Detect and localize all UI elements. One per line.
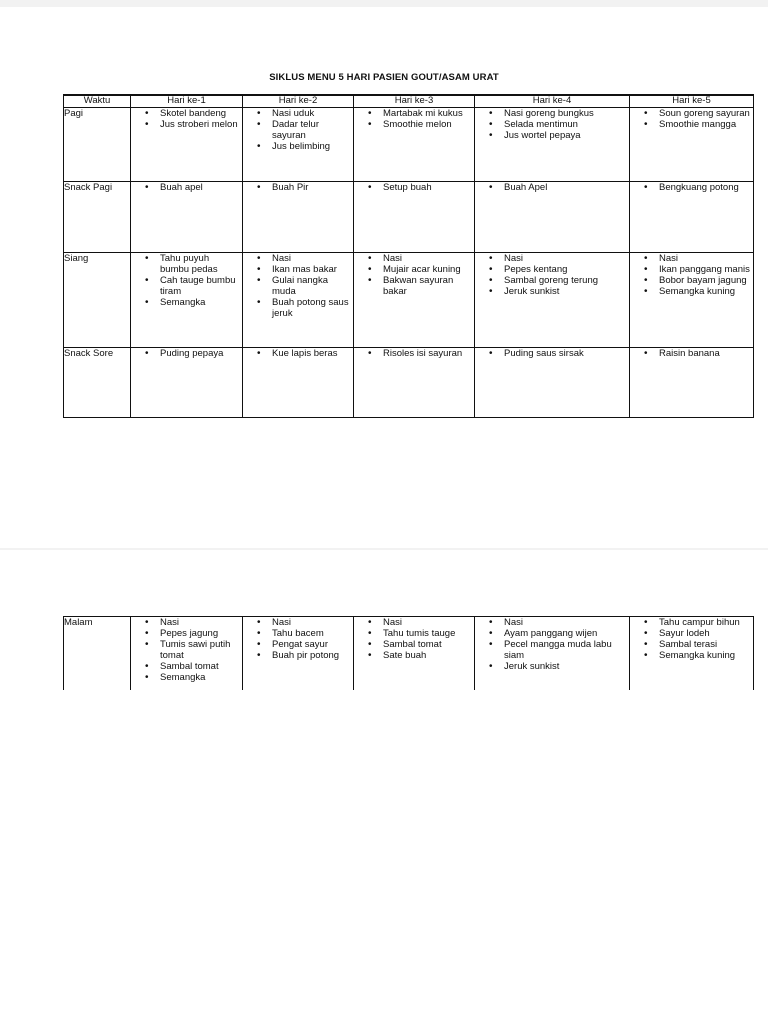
menu-cell-hari-5 (630, 617, 754, 690)
menu-item: • Tahu bacem (257, 628, 351, 639)
menu-item: • Martabak mi kukus (368, 108, 472, 119)
menu-item-list (630, 348, 753, 359)
menu-item-list (243, 253, 353, 319)
menu-item: • Bakwan sayuran bakar (368, 275, 472, 297)
waktu-cell: Pagi (64, 108, 131, 182)
menu-item: • Puding saus sirsak (489, 348, 627, 359)
menu-cell-hari-4 (475, 348, 630, 418)
menu-cell-hari-3 (354, 348, 475, 418)
menu-item: • Nasi (644, 253, 751, 264)
menu-item-list (475, 348, 629, 359)
menu-item: • Tahu campur bihun (644, 617, 751, 628)
menu-item: • Sayur lodeh (644, 628, 751, 639)
menu-cell-hari-2 (243, 348, 354, 418)
menu-cell-hari-3 (354, 182, 475, 253)
menu-cell-hari-3 (354, 617, 475, 690)
menu-item: • Jus belimbing (257, 141, 351, 152)
menu-item: • Soun goreng sayuran (644, 108, 751, 119)
menu-item-list (131, 182, 242, 193)
menu-table-body (64, 108, 754, 418)
menu-item: • Smoothie melon (368, 119, 472, 130)
menu-item: • Selada mentimun (489, 119, 627, 130)
menu-item: • Sambal tomat (368, 639, 472, 650)
menu-item-list (243, 617, 353, 661)
menu-item: • Nasi (257, 617, 351, 628)
menu-cell-hari-1 (131, 253, 243, 348)
menu-cell-hari-3 (354, 253, 475, 348)
menu-item-list (131, 253, 242, 308)
menu-item: • Ikan mas bakar (257, 264, 351, 275)
menu-item: • Gulai nangka muda (257, 275, 351, 297)
document-page-1 (0, 7, 768, 548)
menu-item: • Ikan panggang manis (644, 264, 751, 275)
menu-item: • Buah Pir (257, 182, 351, 193)
menu-cell-hari-5 (630, 253, 754, 348)
menu-item: • Tahu puyuh bumbu pedas (145, 253, 240, 275)
menu-item: • Skotel bandeng (145, 108, 240, 119)
menu-cell-hari-5 (630, 108, 754, 182)
header-hari-1: Hari ke-1 (131, 95, 243, 108)
menu-item: • Nasi (368, 617, 472, 628)
menu-item: • Pengat sayur (257, 639, 351, 650)
menu-item: • Jus stroberi melon (145, 119, 240, 130)
waktu-cell: Snack Sore (64, 348, 131, 418)
menu-cell-hari-2 (243, 617, 354, 690)
menu-item-list (131, 617, 242, 683)
menu-item: • Ayam panggang wijen (489, 628, 627, 639)
menu-item: • Tahu tumis tauge (368, 628, 472, 639)
menu-item: • Nasi goreng bungkus (489, 108, 627, 119)
menu-item: • Nasi (145, 617, 240, 628)
menu-cell-hari-4 (475, 182, 630, 253)
menu-cell-hari-1 (131, 182, 243, 253)
menu-cell-hari-1 (131, 617, 243, 690)
menu-item: • Sambal goreng terung (489, 275, 627, 286)
menu-cell-hari-1 (131, 108, 243, 182)
menu-item: • Sambal tomat (145, 661, 240, 672)
menu-item: • Semangka kuning (644, 650, 751, 661)
menu-item-list (131, 348, 242, 359)
menu-item-list (243, 108, 353, 152)
menu-item: • Raisin banana (644, 348, 751, 359)
menu-item: • Sate buah (368, 650, 472, 661)
menu-item-list (475, 253, 629, 297)
menu-item: • Jus wortel pepaya (489, 130, 627, 141)
menu-item: • Smoothie mangga (644, 119, 751, 130)
menu-item-list (475, 617, 629, 672)
header-hari-2: Hari ke-2 (243, 95, 354, 108)
header-waktu: Waktu (64, 95, 131, 108)
table-header-row (64, 95, 754, 108)
menu-item: • Nasi (368, 253, 472, 264)
menu-cell-hari-5 (630, 348, 754, 418)
menu-item-list (475, 182, 629, 193)
table-row (64, 617, 754, 690)
menu-table-continued (63, 616, 754, 690)
menu-table (63, 94, 754, 418)
header-hari-4: Hari ke-4 (475, 95, 630, 108)
menu-item-list (630, 108, 753, 130)
menu-item-list (354, 108, 474, 130)
menu-item: • Puding pepaya (145, 348, 240, 359)
header-hari-5: Hari ke-5 (630, 95, 754, 108)
menu-item-list (243, 182, 353, 193)
menu-item: • Buah Apel (489, 182, 627, 193)
menu-item: • Nasi (489, 617, 627, 628)
table-row (64, 348, 754, 418)
menu-item: • Nasi (257, 253, 351, 264)
menu-item-list (354, 182, 474, 193)
menu-item-list (354, 617, 474, 661)
menu-cell-hari-1 (131, 348, 243, 418)
menu-item-list (243, 348, 353, 359)
menu-item: • Risoles isi sayuran (368, 348, 472, 359)
header-hari-3: Hari ke-3 (354, 95, 475, 108)
menu-table-continued-body (64, 617, 754, 690)
table-row (64, 108, 754, 182)
menu-cell-hari-4 (475, 617, 630, 690)
menu-item: • Dadar telur sayuran (257, 119, 351, 141)
document-title: SIKLUS MENU 5 HARI PASIEN GOUT/ASAM URAT (269, 72, 499, 83)
menu-cell-hari-4 (475, 253, 630, 348)
menu-item-list (475, 108, 629, 141)
menu-cell-hari-2 (243, 253, 354, 348)
menu-item: • Jeruk sunkist (489, 661, 627, 672)
menu-item: • Pecel mangga muda labu siam (489, 639, 627, 661)
menu-item: • Bobor bayam jagung (644, 275, 751, 286)
menu-item: • Semangka (145, 297, 240, 308)
menu-item: • Semangka kuning (644, 286, 751, 297)
menu-item-list (630, 182, 753, 193)
table-row (64, 182, 754, 253)
menu-item: • Jeruk sunkist (489, 286, 627, 297)
menu-item-list (354, 348, 474, 359)
menu-item: • Buah apel (145, 182, 240, 193)
menu-cell-hari-4 (475, 108, 630, 182)
waktu-cell: Siang (64, 253, 131, 348)
menu-item-list (630, 617, 753, 661)
menu-item: • Cah tauge bumbu tiram (145, 275, 240, 297)
menu-item: • Pepes jagung (145, 628, 240, 639)
document-page-2 (0, 550, 768, 1024)
waktu-cell: Snack Pagi (64, 182, 131, 253)
menu-item: • Semangka (145, 672, 240, 683)
menu-item: • Buah potong saus jeruk (257, 297, 351, 319)
menu-item: • Tumis sawi putih tomat (145, 639, 240, 661)
menu-item: • Mujair acar kuning (368, 264, 472, 275)
menu-cell-hari-2 (243, 182, 354, 253)
waktu-cell: Malam (64, 617, 131, 690)
menu-item: • Pepes kentang (489, 264, 627, 275)
menu-item: • Nasi (489, 253, 627, 264)
menu-item: • Bengkuang potong (644, 182, 751, 193)
menu-cell-hari-3 (354, 108, 475, 182)
menu-item-list (354, 253, 474, 297)
menu-item: • Setup buah (368, 182, 472, 193)
menu-cell-hari-5 (630, 182, 754, 253)
table-row (64, 253, 754, 348)
menu-item: • Buah pir potong (257, 650, 351, 661)
menu-item: • Sambal terasi (644, 639, 751, 650)
menu-cell-hari-2 (243, 108, 354, 182)
menu-item-list (630, 253, 753, 297)
menu-item: • Nasi uduk (257, 108, 351, 119)
menu-item: • Kue lapis beras (257, 348, 351, 359)
menu-item-list (131, 108, 242, 130)
